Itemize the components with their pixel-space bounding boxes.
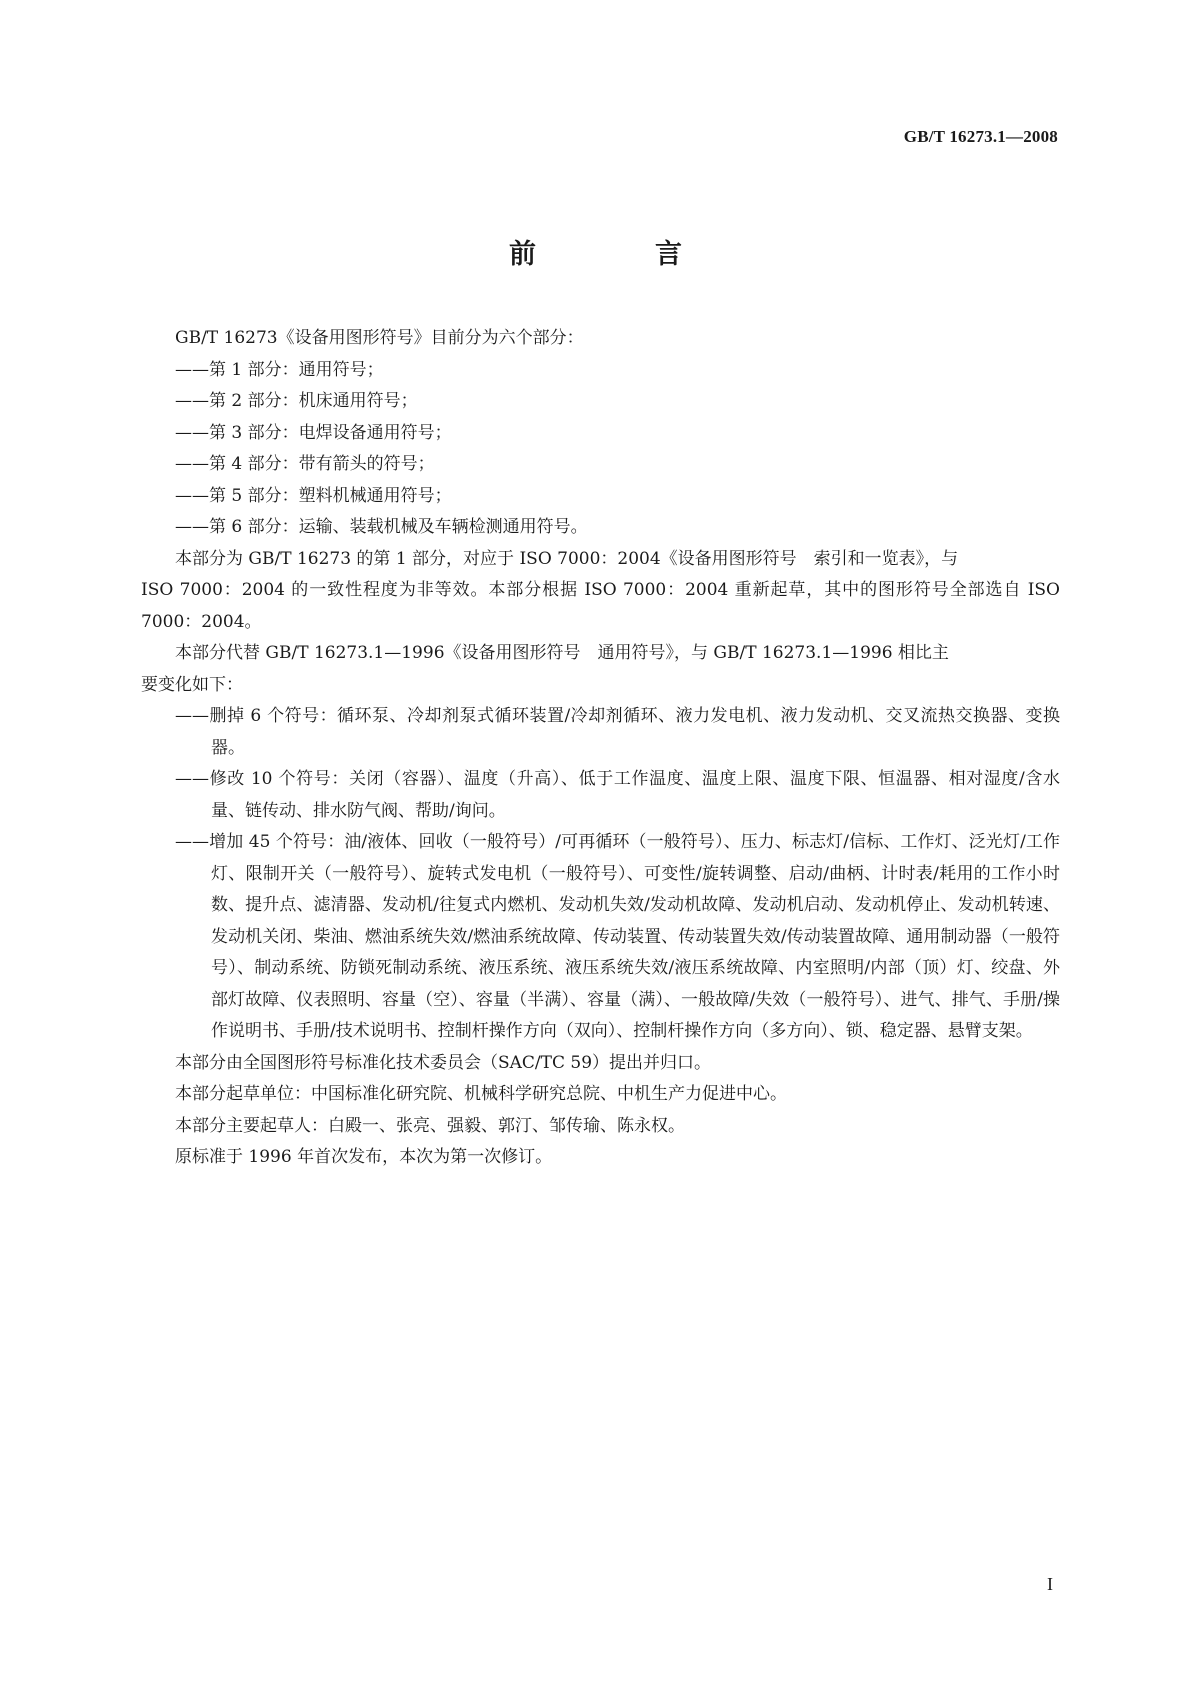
correspondence-paragraph bbox=[141, 544, 1060, 639]
change-item-added: ——增加 45 个符号：油/液体、回收（一般符号）/可再循环（一般符号）、压力、标志灯/信标、工作灯、泛光灯/工作灯、限制开关（一般符号）、旋转式发电机（一般符号）、可变性/旋转调整、启动/曲柄、计时表/耗用的工作小时数、提升点、滤清器、发动机/往复式内燃机、发动机失效/发动机故障、发动机启动、发动机停止、发动机转速、发动机关闭、柴油、燃油系统失效/燃油系统故障、传动装置、传动装置失效/传动装置故障、通用制动器（一般符号）、制动系统、防锁死制动系统、液压系统、液压系统失效/液压系统故障、内室照明/内部（顶）灯、绞盘、外部灯故障、仪表照明、容量（空）、容量（半满）、容量（满）、一般故障/失效（一般符号）、进气、排气、手册/操作说明书、手册/技术说明书、控制杆操作方向（双向）、控制杆操作方向（多方向）、锁、稳定器、悬臂支架。 bbox=[175, 832, 1060, 1041]
closing-paragraph-1: 本部分由全国图形符号标准化技术委员会（SAC/TC 59）提出并归口。 bbox=[175, 1052, 712, 1073]
closing-paragraph-4: 原标准于 1996 年首次发布，本次为第一次修订。 bbox=[175, 1147, 553, 1167]
intro-paragraph: GB/T 16273《设备用图形符号》目前分为六个部分： bbox=[175, 328, 584, 348]
part-item-5: ——第 5 部分：塑料机械通用符号； bbox=[175, 485, 452, 506]
correspondence-line-1: 本部分为 GB/T 16273 的第 1 部分，对应于 ISO 7000：2004《设备用图形符号 索引和一览表》，与 bbox=[175, 548, 959, 569]
page-title: 前 言 bbox=[509, 239, 728, 270]
change-item-modified: ——修改 10 个符号：关闭（容器）、温度（升高）、低于工作温度、温度上限、温度下限、恒温器、相对湿度/含水量、链传动、排水防气阀、帮助/询问。 bbox=[175, 769, 1060, 821]
part-item-4: ——第 4 部分：带有箭头的符号； bbox=[175, 454, 435, 474]
foreword-body bbox=[141, 323, 1060, 1174]
correspondence-continuation: ISO 7000：2004 的一致性程度为非等效。本部分根据 ISO 7000：2004 重新起草，其中的图形符号全部选自 ISO 7000：2004。 bbox=[141, 580, 1060, 632]
part-item-3: ——第 3 部分：电焊设备通用符号； bbox=[175, 422, 452, 443]
closing-paragraph-2: 本部分起草单位：中国标准化研究院、机械科学研究总院、中机生产力促进中心。 bbox=[175, 1084, 787, 1104]
replaces-paragraph bbox=[141, 638, 1060, 701]
page-number: I bbox=[1047, 1574, 1053, 1594]
part-item-1: ——第 1 部分：通用符号； bbox=[175, 359, 384, 380]
replaces-line-1: 本部分代替 GB/T 16273.1—1996《设备用图形符号 通用符号》，与 GB/T 16273.1—1996 相比主 bbox=[175, 643, 949, 663]
part-item-2: ——第 2 部分：机床通用符号； bbox=[175, 391, 418, 411]
standard-number: GB/T 16273.1—2008 bbox=[903, 127, 1058, 146]
closing-paragraph-3: 本部分主要起草人：白殿一、张亮、强毅、郭汀、邹传瑜、陈永权。 bbox=[175, 1115, 685, 1136]
change-item-removed: ——删掉 6 个符号：循环泵、冷却剂泵式循环装置/冷却剂循环、液力发电机、液力发动机、交叉流热交换器、变换器。 bbox=[175, 706, 1060, 758]
part-item-6: ——第 6 部分：运输、装载机械及车辆检测通用符号。 bbox=[175, 517, 588, 537]
replaces-continuation: 要变化如下： bbox=[141, 674, 243, 695]
